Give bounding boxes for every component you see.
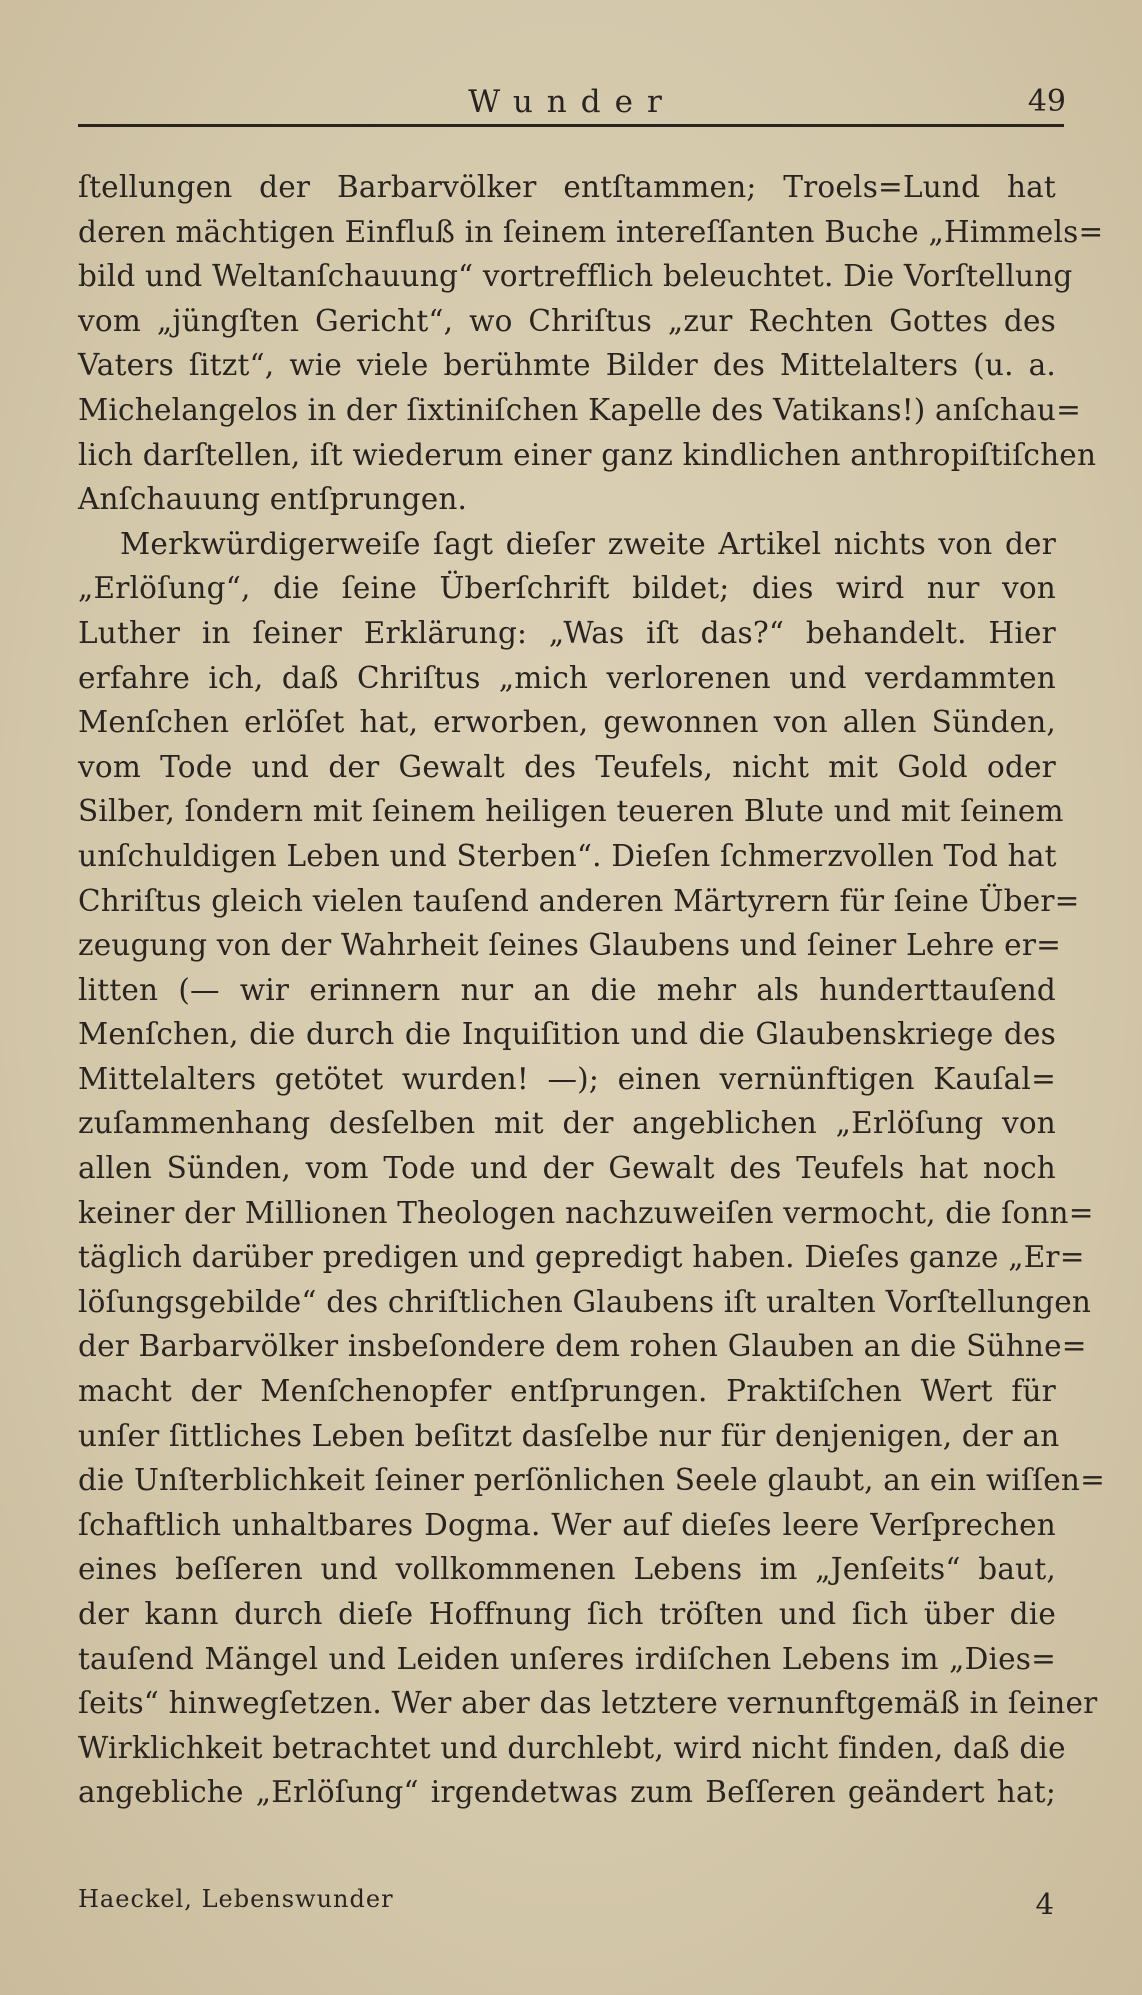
text-line: täglich darüber predigen und gepredigt haben. Dieſes ganze „Er= — [78, 1240, 1085, 1275]
text-line: vom Tode und der Gewalt des Teufels, nicht mit Gold oder — [78, 749, 1056, 784]
text-line: eines beſſeren und vollkommenen Lebens im „Jenſeits“ baut, — [78, 1552, 1056, 1587]
text-line: Merkwürdigerweiſe ſagt dieſer zweite Artikel nichts von der — [120, 526, 1056, 561]
text-line: „Erlöſung“, die ſeine Überſchrift bildet; dies wird nur von — [78, 571, 1056, 606]
text-line: vom „jüngſten Gericht“, wo Chriſtus „zur Rechten Gottes des — [78, 303, 1056, 338]
body-text — [78, 165, 1106, 1815]
text-line: löſungsgebilde“ des chriſtlichen Glaubens iſt uralten Vorſtellungen — [78, 1284, 1092, 1319]
text-line: Silber, ſondern mit ſeinem heiligen teueren Blute und mit ſeinem — [78, 794, 1064, 829]
running-head-title: Wunder — [468, 84, 676, 120]
text-line: Mittelalters getötet wurden! —); einen vernünftigen Kauſal= — [78, 1061, 1056, 1096]
running-head — [78, 82, 1066, 126]
text-line: lich darſtellen, iſt wiederum einer ganz kindlichen anthropiſtiſchen — [78, 437, 1097, 472]
text-line: Wirklichkeit betrachtet und durchlebt, wird nicht finden, daß die — [78, 1730, 1066, 1765]
text-line: Vaters ſitzt“, wie viele berühmte Bilder des Mittelalters (u. a. — [78, 348, 1056, 383]
header-rule — [78, 124, 1064, 127]
text-line: der Barbarvölker insbeſondere dem rohen Glauben an die Sühne= — [78, 1329, 1087, 1364]
signature-mark: Haeckel, Lebenswunder — [78, 1885, 394, 1913]
text-line: Luther in ſeiner Erklärung: „Was iſt das?“ behandelt. Hier — [78, 615, 1056, 650]
text-line: bild und Weltanſchauung“ vortrefflich beleuchtet. Die Vorſtellung — [78, 259, 1073, 294]
text-line: zeugung von der Wahrheit ſeines Glaubens und ſeiner Lehre er= — [78, 928, 1062, 963]
text-line: Michelangelos in der ſixtiniſchen Kapelle des Vatikans!) anſchau= — [78, 392, 1081, 427]
sheet-number: 4 — [1035, 1887, 1054, 1921]
text-line: unſchuldigen Leben und Sterben“. Dieſen ſchmerzvollen Tod hat — [78, 838, 1057, 873]
text-line: angebliche „Erlöſung“ irgendetwas zum Beſſeren geändert hat; — [78, 1775, 1056, 1810]
text-line: erfahre ich, daß Chriſtus „mich verlorenen und verdammten — [78, 660, 1056, 695]
text-line: die Unſterblichkeit ſeiner perſönlichen Seele glaubt, an ein wiſſen= — [78, 1463, 1106, 1498]
text-line: ſchaftlich unhaltbares Dogma. Wer auf dieſes leere Verſprechen — [78, 1507, 1056, 1542]
page-number: 49 — [1027, 84, 1066, 119]
text-line: litten (— wir erinnern nur an die mehr als hunderttauſend — [78, 972, 1056, 1007]
text-line: allen Sünden, vom Tode und der Gewalt des Teufels hat noch — [78, 1151, 1056, 1186]
text-line: der kann durch dieſe Hoffnung ſich tröſten und ſich über die — [78, 1597, 1056, 1631]
text-line: ſeits“ hinwegſetzen. Wer aber das letztere vernunftgemäß in ſeiner — [78, 1686, 1098, 1721]
text-line: unſer ſittliches Leben beſitzt dasſelbe nur für denjenigen, der an — [78, 1418, 1060, 1453]
text-line: ſtellungen der Barbarvölker entſtammen; Troels=Lund hat — [78, 170, 1056, 204]
text-line: deren mächtigen Einfluß in ſeinem intereſſanten Buche „Himmels= — [78, 214, 1104, 249]
text-line: Menſchen, die durch die Inquiſition und die Glaubenskriege des — [78, 1017, 1056, 1052]
text-line: Menſchen erlöſet hat, erworben, gewonnen von allen Sünden, — [78, 705, 1056, 740]
page-footer — [78, 1885, 1066, 1925]
text-line: Anſchauung entſprungen. — [78, 482, 468, 517]
text-line: keiner der Millionen Theologen nachzuweiſen vermocht, die ſonn= — [78, 1195, 1094, 1230]
text-line: tauſend Mängel und Leiden unſeres irdiſchen Lebens im „Dies= — [78, 1641, 1056, 1676]
text-line: macht der Menſchenopfer entſprungen. Praktiſchen Wert für — [78, 1374, 1056, 1409]
text-line: zuſammenhang desſelben mit der angeblichen „Erlöſung von — [78, 1106, 1056, 1141]
text-line: Chriſtus gleich vielen tauſend anderen Märtyrern für ſeine Über= — [78, 883, 1080, 918]
